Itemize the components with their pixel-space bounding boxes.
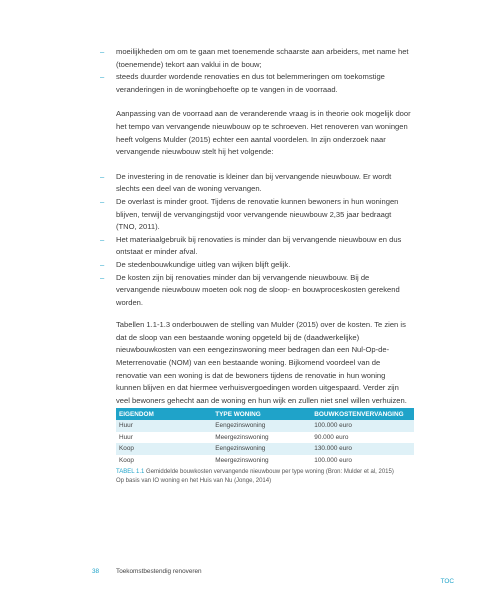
dash-icon: – [100,47,105,56]
bullet-text: De stedenbouwkundige uitleg van wijken blijft gelijk. [116,259,291,269]
table-cell: 90.000 euro [311,432,414,444]
bullet-text: De kosten zijn bij renovaties minder dan bij vervangende nieuwbouw. Bij de vervangende nieuwbouw moeten ook nog de sloop- en bouwproceskosten gerekend worden. [116,272,400,307]
toc-link[interactable]: TOC [440,578,454,585]
bullet-list-top [100,46,412,96]
footer-title: Toekomstbestendig renoveren [116,568,202,575]
table-row [116,443,414,455]
paragraph: Aanpassing van de voorraad aan de veranderende vraag is in theorie ook mogelijk door het tempo van vervangende nieuwbouw op te schroeven. Het renoveren van woningen heeft volgens Mulder (2015) echter een aantal voordelen. In zijn onderzoek naar vervangende nieuwbouw stelt hij het volgende: [116,109,411,157]
table-row [116,432,414,444]
list-item [100,259,412,272]
table-header-row [116,408,414,420]
dash-icon: – [100,272,105,282]
body-text [100,46,412,407]
list-item [100,71,412,96]
bullet-text: Het materiaalgebruik bij renovaties is minder dan bij vervangende nieuwbouw en dus ontstaat er minder afval. [116,234,402,257]
table-cell: Koop [116,443,212,455]
bullet-text: De investering in de renovatie is kleiner dan bij vervangende nieuwbouw. Er wordt slechts een deel van de woning vervangen. [116,171,392,194]
list-item [100,234,412,259]
table-cell: Meergezinswoning [212,455,311,467]
dash-icon: – [100,72,105,82]
list-item [100,196,412,234]
bullet-list-advantages [100,171,412,310]
bullet-text: De overlast is minder groot. Tijdens de renovatie kunnen bewoners in hun woningen blijven, terwijl de vervangingstijd voor vervangende nieuwbouw 2,35 jaar bedraagt (TNO, 2011). [116,196,399,232]
column-header-eigendom: EIGENDOM [116,408,212,420]
dash-icon: – [100,171,105,181]
cost-table [116,408,414,466]
table-cell: Huur [116,432,212,444]
caption-line-2: Op basis van IO woning en het Huis van Nu (Jonge, 2014) [116,478,272,484]
table-cell: 100.000 euro [311,455,414,467]
table-cell: Huur [116,420,212,432]
caption-text: Gemiddelde bouwkosten vervangende nieuwbouw per type woning (Bron: Mulder et al, 2015) [146,469,394,475]
column-header-type-woning: TYPE WONING [212,408,311,420]
table-cell: Koop [116,455,212,467]
list-item [100,46,412,71]
list-item [100,272,412,310]
list-item [100,171,412,196]
bullet-text: steeds duurder wordende renovaties en dus tot belemmeringen om toekomstige veranderingen in de woningbehoefte op te vangen in de voorraad. [116,72,385,94]
bullet-text: moeilijkheden om om te gaan met toenemende schaarste aan arbeiders, met name het (toenemende) tekort aan vaklui in de bouw; [116,47,409,69]
column-header-bouwkosten: BOUWKOSTENVERVANGING [311,408,414,420]
dash-icon: – [100,259,105,269]
table-row [116,420,414,432]
caption-label: TABEL 1.1 [116,469,145,475]
table-cell: Meergezinswoning [212,432,311,444]
paragraph: Tabellen 1.1-1.3 onderbouwen de stelling van Mulder (2015) over de kosten. Te zien is dat de sloop van een bestaande woning opgeteld bij de (daadwerkelijke) nieuwbouwkosten van een eengezinswoning meer bedragen dan een Nul-Op-de-Meterrenovatie (NOM) van een bestaande woning. Bijkomend voordeel van de renovatie van een woning is dat de bewoners tijdens de renovatie in hun woning kunnen blijven en dat hiermee verhuisvergoedingen worden uitgespaard. Verder zijn veel bewoners gehecht aan de woning en hun wijk en zullen niet snel willen verhuizen. [116,320,407,405]
page-number: 38 [92,568,100,575]
dash-icon: – [100,196,105,206]
table-cell: 100.000 euro [311,420,414,432]
dash-icon: – [100,234,105,244]
table-cell: 130.000 euro [311,443,414,455]
table-row [116,455,414,467]
table-cell: Eengezinswoning [212,443,311,455]
table-caption [116,468,426,486]
table-cell: Eengezinswoning [212,420,311,432]
